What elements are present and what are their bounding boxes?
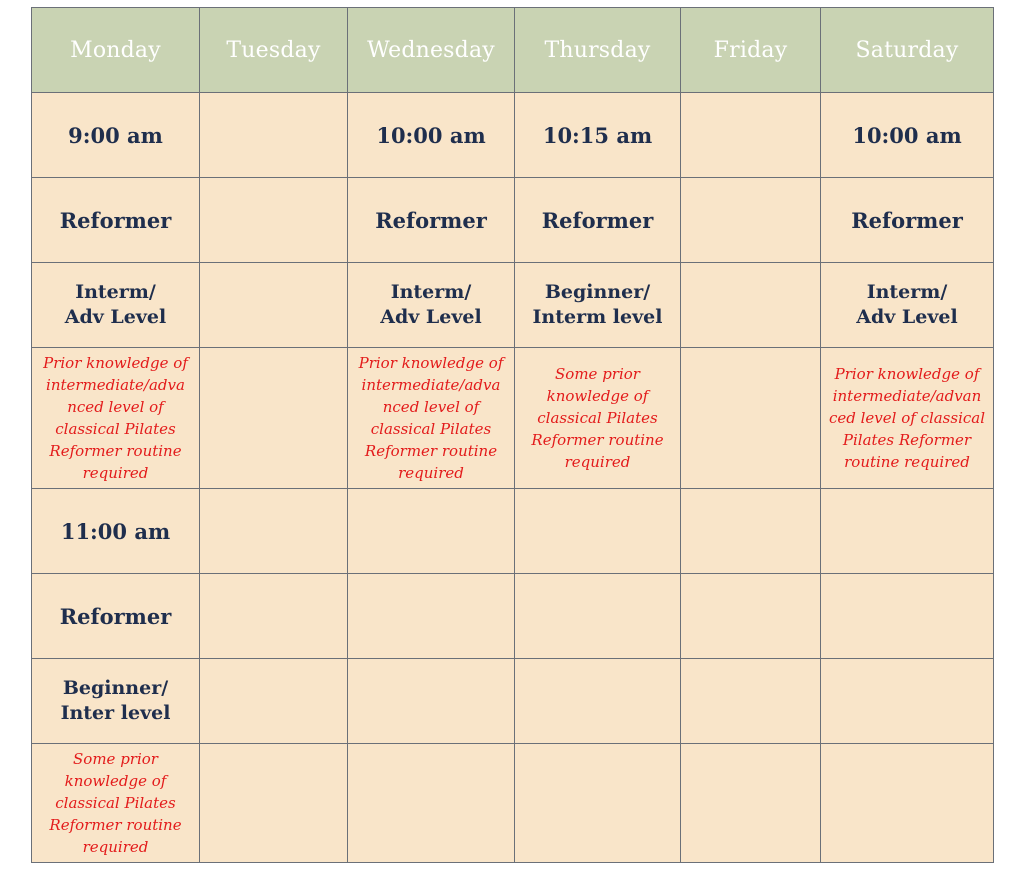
header-friday: Friday <box>681 8 821 93</box>
empty-cell <box>821 489 994 574</box>
thursday-class1: Reformer <box>541 207 654 233</box>
wednesday-note1-line: classical Pilates <box>370 420 492 438</box>
empty-cell <box>681 744 821 863</box>
wednesday-level-cell <box>348 263 515 348</box>
empty-cell <box>348 574 515 659</box>
friday-level-cell <box>681 263 821 348</box>
saturday-class1: Reformer <box>851 207 963 233</box>
monday-level1-line: Interm/ <box>75 281 156 303</box>
empty-cell <box>515 744 681 863</box>
monday-note1-line: intermediate/adva <box>46 376 185 394</box>
session2-class-row <box>32 574 994 659</box>
empty-cell <box>200 489 348 574</box>
wednesday-note-cell <box>348 348 515 489</box>
saturday-note1-line: routine required <box>844 453 970 471</box>
monday-note2-line: required <box>82 838 149 856</box>
saturday-class-cell <box>821 178 994 263</box>
monday-note-cell <box>32 348 200 489</box>
thursday-level1-line: Interm level <box>532 306 663 328</box>
wednesday-note1-line: intermediate/adva <box>361 376 501 394</box>
friday-time-cell <box>681 93 821 178</box>
monday-level2-cell <box>32 659 200 744</box>
session1-class-row <box>32 178 994 263</box>
thursday-note1-line: knowledge of <box>546 387 649 405</box>
wednesday-class1: Reformer <box>375 207 487 233</box>
tuesday-time-cell <box>200 93 348 178</box>
thursday-note1-line: Reformer routine <box>531 431 664 449</box>
empty-cell <box>348 744 515 863</box>
monday-note2-cell <box>32 744 200 863</box>
empty-cell <box>681 574 821 659</box>
empty-cell <box>681 489 821 574</box>
wednesday-level1-line: Interm/ <box>390 281 472 303</box>
monday-note1-line: Prior knowledge of <box>43 354 188 372</box>
saturday-note-cell <box>821 348 994 489</box>
thursday-note1-line: classical Pilates <box>537 409 658 427</box>
wednesday-note1-line: Prior knowledge of <box>358 354 504 372</box>
friday-note-cell <box>681 348 821 489</box>
thursday-time-cell <box>515 93 681 178</box>
empty-cell <box>348 659 515 744</box>
monday-note2-line: knowledge of <box>64 772 167 790</box>
empty-cell <box>515 489 681 574</box>
wednesday-note1-line: Reformer routine <box>364 442 498 460</box>
empty-cell <box>821 744 994 863</box>
session1-time-row <box>32 93 994 178</box>
thursday-level-cell <box>515 263 681 348</box>
thursday-class-cell <box>515 178 681 263</box>
monday-level2-line: Beginner/ <box>62 677 169 699</box>
tuesday-class-cell <box>200 178 348 263</box>
wednesday-time-cell <box>348 93 515 178</box>
monday-note2-line: Some prior <box>73 750 158 768</box>
empty-cell <box>681 659 821 744</box>
saturday-time1: 10:00 am <box>852 122 962 148</box>
monday-note1-line: required <box>82 464 149 482</box>
monday-level-cell <box>32 263 200 348</box>
thursday-note1-line: Some prior <box>555 365 640 383</box>
header-wednesday: Wednesday <box>348 8 515 93</box>
thursday-time1: 10:15 am <box>542 122 653 148</box>
wednesday-note1-line: nced level of <box>382 398 480 416</box>
header-tuesday: Tuesday <box>200 8 348 93</box>
class-schedule-table <box>31 7 994 863</box>
monday-level1-line: Adv Level <box>64 306 167 328</box>
monday-time1: 9:00 am <box>68 122 163 148</box>
wednesday-note1-line: required <box>398 464 464 482</box>
empty-cell <box>515 574 681 659</box>
monday-time2: 11:00 am <box>60 518 171 544</box>
thursday-level1-line: Beginner/ <box>544 281 651 303</box>
monday-time-cell <box>32 93 200 178</box>
saturday-level-cell <box>821 263 994 348</box>
monday-note1-line: nced level of <box>67 398 164 416</box>
monday-time2-cell <box>32 489 200 574</box>
wednesday-level1-line: Adv Level <box>380 306 482 328</box>
wednesday-time1: 10:00 am <box>376 122 486 148</box>
empty-cell <box>821 574 994 659</box>
monday-class2: Reformer <box>59 603 172 629</box>
empty-cell <box>200 744 348 863</box>
friday-class-cell <box>681 178 821 263</box>
empty-cell <box>348 489 515 574</box>
tuesday-level-cell <box>200 263 348 348</box>
monday-class1: Reformer <box>59 207 172 233</box>
monday-class-cell <box>32 178 200 263</box>
saturday-note1-line: intermediate/advan <box>832 387 982 405</box>
saturday-time-cell <box>821 93 994 178</box>
session2-time-row <box>32 489 994 574</box>
monday-level2-line: Inter level <box>60 702 171 724</box>
empty-cell <box>200 659 348 744</box>
header-saturday: Saturday <box>821 8 994 93</box>
empty-cell <box>821 659 994 744</box>
empty-cell <box>200 574 348 659</box>
session2-note-row <box>32 744 994 863</box>
saturday-note1-line: ced level of classical <box>828 409 986 427</box>
session1-level-row <box>32 263 994 348</box>
wednesday-class-cell <box>348 178 515 263</box>
monday-note2-line: Reformer routine <box>49 816 182 834</box>
thursday-note1-line: required <box>564 453 631 471</box>
saturday-note1-line: Prior knowledge of <box>834 365 980 383</box>
header-monday: Monday <box>32 8 200 93</box>
header-thursday: Thursday <box>515 8 681 93</box>
monday-class2-cell <box>32 574 200 659</box>
saturday-note1-line: Pilates Reformer <box>842 431 972 449</box>
monday-note1-line: Reformer routine <box>49 442 182 460</box>
monday-note1-line: classical Pilates <box>55 420 176 438</box>
empty-cell <box>515 659 681 744</box>
saturday-level1-line: Adv Level <box>856 306 958 328</box>
session2-level-row <box>32 659 994 744</box>
header-row <box>32 8 994 93</box>
saturday-level1-line: Interm/ <box>866 281 948 303</box>
monday-note2-line: classical Pilates <box>55 794 176 812</box>
thursday-note-cell <box>515 348 681 489</box>
tuesday-note-cell <box>200 348 348 489</box>
session1-note-row <box>32 348 994 489</box>
